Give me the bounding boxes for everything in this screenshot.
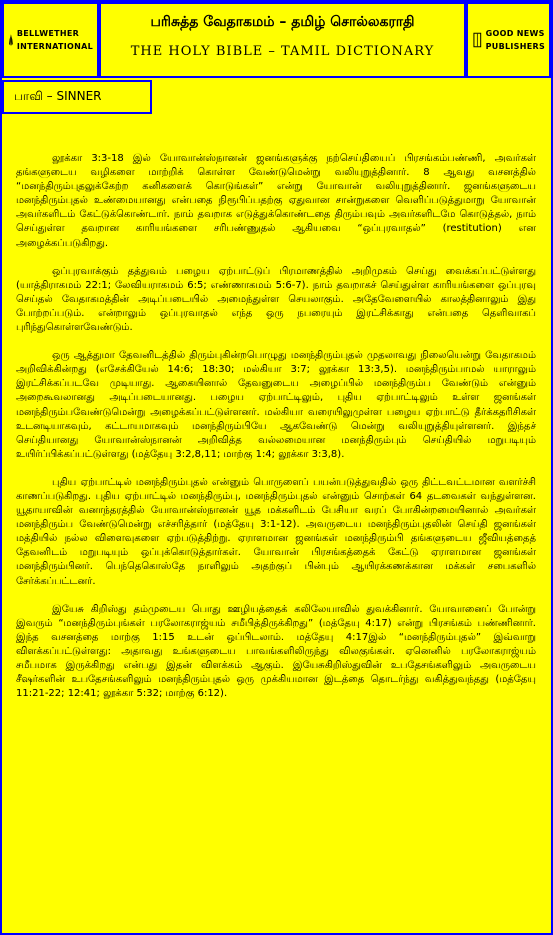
- paragraph: புதிய ஏற்பாட்டில் மனந்திரும்புதல் என்னும் பொருளைப் பயன்படுத்துவதில் ஒரு திட்டவட்டமான வளர்ச்சி காணப்படுகிறது. புதிய ஏற்பாட்டில் மனந்திரும்பு, மனந்திரும்புதல் என்னும் சொற்கள் 64 தடவைகள் வந்துள்ளன. யூதாயாவின் வனாந்தரத்தில் யோவான்ஸ்நானன் யூத மக்களிடம் பேசியா வரப் போகின்றமையினால் அவர்கள் மனந்திரும்ப வேண்டுமென்று எச்சரித்தார் (மத்தேயு 3:1-12). அவருடைய மனந்திரும்புதலின் செய்தி ஜனங்கள் மத்தியில் நல்ல விளைவுகளை ஏற்படுத்திற்று. ஏராளமான ஜனங்கள் மனந்திரும்பி தங்களுடைய ஜீவியத்தைத் தேவனிடம் மறுபடியும் ஒப்புக்கொடுத்தார்கள். யோவான் பிரசங்கத்தைக் கேட்டு ஏராளமான ஜனங்கள் மனந்திரும்பினர். பெந்தெகொஸ்தே நாளிலும் அதற்குப் பின்பும் ஆயிரக்கணக்கான மக்கள் சபைகளில் சேர்க்கப்பட்டனர்.: [16, 476, 536, 587]
- entry-word-box: [2, 80, 152, 114]
- paragraph: இயேசு கிறிஸ்து தம்முடைய பொது ஊழியத்தைக் கலிலேயாவில் துவக்கினார். யோவானைப் போன்று இவரும் “மனந்திரும்புங்கள் பரலோகராஜ்யம் சமீபித்திருக்கிறது” (மத்தேயு 4:17) என்று பிரசங்கம் பண்ணினார். இந்த வசனத்தை மாற்கு 1:15 உடன் ஒப்பிடலாம். மத்தேயு 4:17இல் “மனந்திரும்புதல்” இவ்வாறு விளக்கப்பட்டுள்ளது: அதாவது உங்களுடைய பாவங்களிலிருந்து விலகுங்கள். ஏனெனில் பரலோகராஜ்யம் சமீபமாக இருக்கிறது என்பது இதன் விளக்கம் ஆகும். இயேசுகிறிஸ்துவின் உபதேசங்களிலும் அவருடைய சீஷர்களின் உபதேசங்களிலும் மனந்திரும்புதல் ஒரு முக்கியமான இடத்தை தொடர்ந்து வகித்துவந்தது (மத்தேயு 11:21-22; 12:41; லூக்கா 5:32; மாற்கு 6:12).: [16, 603, 536, 700]
- book-icon: [472, 15, 483, 65]
- good-news-logo: [466, 2, 551, 78]
- page-title-english: THE HOLY BIBLE – TAMIL DICTIONARY: [130, 44, 435, 59]
- page-title-tamil: பரிசுத்த வேதாகமம் – தமிழ் சொல்லகராதி: [150, 14, 415, 30]
- entry-content: [16, 152, 536, 715]
- title-box: [99, 2, 466, 78]
- bellwether-logo: [2, 2, 99, 78]
- left-logo-line-2: INTERNATIONAL: [16, 42, 93, 51]
- left-logo-line-1: BELLWETHER: [16, 29, 80, 38]
- header: [2, 2, 551, 78]
- paragraph: ஒரு ஆத்துமா தேவனிடத்தில் திரும்புகின்றபொழுது மனந்திரும்புதல் முதலாவது நிலையென்று வேதாகமம் அறிவிக்கின்றது (எசேக்கியேல் 14:6; 18:30; மல்கியா 3:7; லூக்கா 13:3,5). மனந்திரும்பாமல் யாராலும் இரட்சிக்கப்படவே முடியாது. ஆகையினால் தேவனுடைய அழைப்பில் மனந்திரும்ப வேண்டும் என்னும் அறைகூவலானது அடிப்படையானது. பழைய ஏற்பாட்டிலும், புதிய ஏற்பாட்டிலும் உள்ள ஜனங்கள் மனந்திரும்பவேண்டுமென்று அழைக்கப்பட்டுள்ளனர். மல்கியா வரையிலுமுள்ள பழைய ஏற்பாட்டு தீர்க்கதரிசிகள் உடனடியாகவும், கட்டாயமாகவும் மனந்திரும்பியே ஆகவேண்டு மென்று வலியுறுத்தியுள்ளனர். இந்தச் செய்தியானது யோவான்ஸ்நானன் அறிவித்த வல்லமையான மனந்திரும்பும் செய்தியில் மறுபடியும் உயிர்ப்பிக்கப்பட்டுள்ளது (மத்தேயு 3:2,8,11; மாற்கு 1:4; லூக்கா 3:3,8).: [16, 350, 536, 460]
- entry-word: பாவி – SINNER: [14, 89, 102, 103]
- right-logo-line-1: GOOD NEWS: [485, 29, 545, 38]
- paragraph: லூக்கா 3:3-18 இல் யோவான்ஸ்நானன் ஜனங்களுக்கு நற்செய்தியைப் பிரசங்கம்பண்ணி, அவர்கள் தங்களுடைய வழிகளை மாற்றிக் கொள்ள வேண்டுமென்று வலியுறுத்தினார். 8 ஆவது வசனத்தில் “மனந்திரும்புதலுக்கேற்ற கனிகளைக் கொடுங்கள்” என்று யோவான் வலியுறுத்தினார். ஜனங்களுடைய மனந்திரும்புதல் உண்மையானது என்பதை நிரூபிப்பதற்கு ஏதுவான சான்றுகளை வெளிப்படுத்துமாறு யோவான் அவர்களிடம் கேட்டுக்கொண்டார். நாம் தவறாக எடுத்துக்கொண்டதை திரும்பவும் அவர்களிடமே கொடுத்தல், நாம் செய்துள்ள தவறான காரியங்களை சரிபண்ணுதல் ஆகியவை “ஒப்புரவாதல்” (restitution) என அழைக்கப்படுகிறது.: [16, 153, 536, 249]
- paragraph: ஒப்புரவாக்கும் தத்துவம் பழைய ஏற்பாட்டுப் பிரமாணத்தில் அறிமுகம் செய்து வைக்கப்பட்டுள்ளது (யாத்திராகமம் 22:1; லேவியராகமம் 6:5; எண்ணாகமம் 5:6-7). நாம் தவறாகச் செய்துள்ள காரியங்களை ஒப்புரவு செய்தல் வேதாகமத்தின் அடிப்படையில் அமைந்துள்ள செயலாகும். அதேவேளையில் காலத்தினாலும் இது போற்றப்படும். என்றாலும் ஒப்புரவாதல் எந்த ஒரு நபரையும் இரட்சிக்காது என்பதை தெளிவாகப் புரிந்துகொள்ளவேண்டும்.: [16, 265, 536, 334]
- right-logo-line-2: PUBLISHERS: [485, 42, 545, 51]
- praying-hands-icon: [8, 15, 14, 65]
